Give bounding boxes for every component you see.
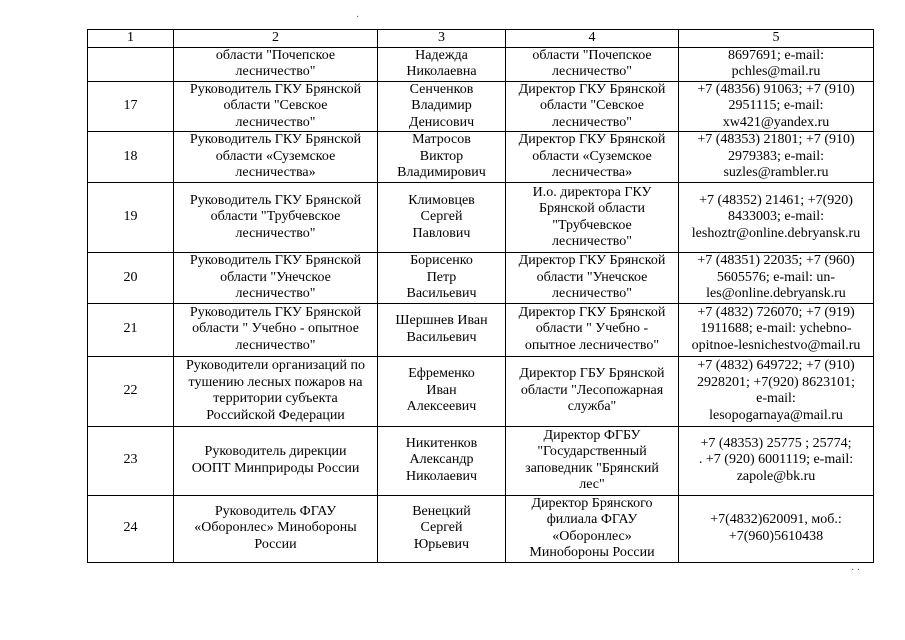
contact-cell [679, 81, 874, 132]
organization-cell [174, 253, 378, 304]
contact-line: +7 (48352) 21461; +7(920) [699, 192, 853, 208]
table-row [88, 183, 874, 253]
organization-line: тушению лесных пожаров на [188, 374, 363, 390]
organization-line: области "Унечское [220, 269, 331, 285]
person-name-cell [378, 495, 506, 562]
position-cell [506, 253, 679, 304]
organization-line: Руководитель дирекции [204, 444, 347, 459]
organization-cell [174, 495, 378, 562]
position-cell [506, 495, 679, 562]
position-line: Минобороны России [529, 545, 655, 560]
row-number: 23 [88, 426, 174, 495]
scan-speck: · [356, 12, 360, 23]
person-name-cell [378, 183, 506, 253]
person-name-cell [378, 356, 506, 426]
organization-cell [174, 183, 378, 253]
column-number: 4 [506, 30, 679, 48]
contact-cell [679, 183, 874, 253]
contact-line: +7(4832)620091, моб.: [710, 512, 842, 527]
row-number: 24 [88, 495, 174, 562]
person-name-line: Ефременко [408, 366, 475, 382]
contact-line: +7 (48356) 91063; +7 (910) [697, 81, 855, 97]
person-name-line: Владимир [411, 98, 472, 113]
position-cell [506, 132, 679, 183]
position-line: Директор ГКУ Брянской [518, 81, 666, 97]
contact-line: 8433003; e-mail: [727, 209, 825, 225]
column-number: 1 [88, 30, 174, 48]
organization-line: Российской Федерации [206, 407, 345, 423]
organization-line: лесничество" [235, 64, 316, 79]
contact-line: +7 (48353) 25775 ; 25774; [700, 435, 852, 451]
person-name-line: Алексеевич [406, 399, 477, 415]
position-line: "Государственный [537, 444, 647, 459]
position-line: Директор ГБУ Брянской [519, 366, 665, 382]
organization-line: Руководитель ГКУ Брянской [189, 132, 362, 148]
column-number: 2 [174, 30, 378, 48]
organization-line: лесничество" [235, 114, 316, 130]
contact-cell [679, 132, 874, 183]
scan-speck: · · [851, 565, 861, 576]
organization-line: Руководитель ГКУ Брянской [189, 192, 362, 208]
contact-line: leshoztr@online.debryansk.ru [691, 225, 861, 241]
person-name-line: Венецкий [412, 503, 471, 519]
organization-line: России [254, 536, 297, 552]
organization-line: области "Трубчевское [210, 209, 341, 225]
organization-line: Руководитель ГКУ Брянской [189, 253, 362, 268]
organization-line: Руководитель ФГАУ [214, 503, 337, 519]
position-line: Брянской области [538, 201, 646, 216]
organization-line: области " Учебно - опытное [192, 321, 359, 337]
position-cell [506, 356, 679, 426]
contact-line: 8697691; e-mail: [727, 47, 825, 63]
position-line: лесничество" [552, 64, 632, 79]
position-line: «Оборонлес» [552, 528, 632, 544]
person-name-cell [378, 132, 506, 183]
organization-line: Руководители организаций по [185, 358, 366, 373]
position-line: опытное лесничество" [524, 337, 660, 353]
position-line: области "Севское [540, 98, 644, 113]
organization-cell [174, 356, 378, 426]
contact-line: zapole@bk.ru [736, 468, 816, 484]
table-row [88, 495, 874, 562]
person-name-line: Матросов [412, 132, 471, 148]
organization-cell [174, 132, 378, 183]
person-name-cell [378, 81, 506, 132]
position-line: области "Почепское [532, 47, 652, 63]
contact-line: lesopogarnaya@mail.ru [709, 407, 843, 423]
organization-line: «Оборонлес» Минобороны [194, 520, 357, 536]
organization-line: лесничества» [235, 165, 316, 181]
position-line: области «Суземское [532, 148, 652, 164]
row-number: 20 [88, 253, 174, 304]
organization-cell [174, 303, 378, 356]
contact-line: xw421@yandex.ru [722, 114, 830, 130]
position-line: лесничество" [552, 234, 632, 249]
organization-cell [174, 81, 378, 132]
position-line: лесничество" [552, 286, 632, 301]
position-cell [506, 183, 679, 253]
contact-line: les@online.debryansk.ru [706, 286, 846, 301]
person-name-line: Никитенков [405, 435, 478, 451]
contact-line: +7 (4832) 649722; +7 (910) [697, 358, 855, 373]
position-line: лесничество" [552, 114, 632, 130]
table-row [88, 81, 874, 132]
person-name-line: Николаевич [405, 468, 478, 484]
contact-cell [679, 47, 874, 81]
row-number: 17 [88, 81, 174, 132]
position-line: лесничества» [551, 165, 633, 181]
header-row [88, 30, 874, 48]
person-name-line: Борисенко [410, 253, 473, 268]
contact-cell [679, 426, 874, 495]
contact-line: 1911688; e-mail: ychebno- [700, 321, 852, 337]
table-row [88, 253, 874, 304]
contact-line: 2979383; e-mail: [727, 148, 825, 164]
person-name-line: Юрьевич [413, 536, 470, 552]
organization-cell [174, 47, 378, 81]
column-number: 5 [679, 30, 874, 48]
contact-line: 2951115; e-mail: [728, 98, 824, 113]
organization-cell [174, 426, 378, 495]
position-line: Директор ГКУ Брянской [518, 253, 666, 268]
person-name-line: Павлович [412, 225, 471, 241]
position-line: Директор Брянского [531, 495, 653, 511]
row-number: 22 [88, 356, 174, 426]
position-cell [506, 47, 679, 81]
organization-line: лесничество" [235, 225, 316, 241]
position-line: Директор ГКУ Брянской [518, 132, 666, 148]
position-line: филиала ФГАУ [546, 512, 638, 527]
person-name-line: Виктор [419, 148, 464, 164]
organization-line: ООПТ Минприроды России [191, 460, 360, 476]
row-number: 18 [88, 132, 174, 183]
contact-line: e-mail: [756, 391, 796, 406]
position-line: И.о. директора ГКУ [532, 184, 652, 200]
position-line: Директор ГКУ Брянской [518, 304, 666, 320]
person-name-cell [378, 303, 506, 356]
person-name-line: Шершнев Иван [395, 313, 488, 328]
contact-line: +7 (48353) 21801; +7 (910) [697, 132, 855, 148]
position-line: области "Унечское [536, 269, 648, 285]
person-name-line: Владимирович [397, 165, 486, 181]
person-name-line: Петр [426, 269, 457, 285]
column-number: 3 [378, 30, 506, 48]
position-line: области " Учебно - [535, 321, 649, 337]
organization-line: области «Суземское [215, 148, 336, 164]
position-line: лес" [579, 477, 605, 492]
contacts-table [87, 29, 874, 563]
person-name-cell [378, 253, 506, 304]
table-row [88, 132, 874, 183]
contact-cell [679, 253, 874, 304]
person-name-line: Сергей [420, 520, 463, 536]
person-name-line: Николаевна [406, 64, 477, 79]
person-name-cell [378, 426, 506, 495]
position-line: "Трубчевское [552, 217, 632, 233]
position-cell [506, 426, 679, 495]
organization-line: области "Почепское [215, 47, 336, 63]
position-line: заповедник "Брянский [525, 460, 659, 476]
person-name-cell [378, 47, 506, 81]
position-cell [506, 303, 679, 356]
contact-cell [679, 356, 874, 426]
contact-line: pchles@mail.ru [731, 64, 821, 79]
position-cell [506, 81, 679, 132]
person-name-line: Иван [426, 382, 457, 398]
contact-line: 2928201; +7(920) 8623101; [697, 374, 855, 390]
organization-line: Руководитель ГКУ Брянской [189, 304, 362, 320]
table-row [88, 47, 874, 81]
contact-line: +7 (48351) 22035; +7 (960) [697, 253, 855, 268]
position-line: области "Лесопожарная [520, 382, 664, 398]
row-number: 21 [88, 303, 174, 356]
contact-line: . +7 (920) 6001119; e-mail: [698, 452, 854, 468]
table-row [88, 426, 874, 495]
person-name-line: Александр [409, 452, 474, 468]
organization-line: территории субъекта [213, 391, 338, 406]
person-name-line: Климовцев [408, 192, 475, 208]
table-row [88, 356, 874, 426]
position-line: Директор ФГБУ [543, 427, 641, 443]
organization-line: области "Севское [223, 98, 328, 113]
contact-cell [679, 303, 874, 356]
table-body [88, 30, 874, 563]
person-name-line: Надежда [415, 47, 468, 63]
contact-line: +7(960)5610438 [728, 528, 824, 544]
contact-cell [679, 495, 874, 562]
contact-line: 5605576; e-mail: un- [716, 269, 836, 285]
contact-line: suzles@rambler.ru [723, 165, 829, 181]
table-row [88, 303, 874, 356]
person-name-line: Сергей [420, 209, 463, 225]
person-name-line: Васильевич [406, 286, 477, 301]
row-number: 19 [88, 183, 174, 253]
position-line: служба" [567, 399, 617, 415]
person-name-line: Денисович [408, 114, 475, 130]
organization-line: Руководитель ГКУ Брянской [189, 81, 362, 97]
organization-line: лесничество" [235, 286, 316, 301]
organization-line: лесничество" [235, 337, 316, 353]
contact-line: +7 (4832) 726070; +7 (919) [697, 304, 855, 320]
row-number [88, 47, 174, 81]
contact-line: opitnoe-lesnichestvo@mail.ru [691, 337, 861, 353]
person-name-line: Васильевич [406, 329, 477, 345]
person-name-line: Сенченков [409, 81, 474, 97]
